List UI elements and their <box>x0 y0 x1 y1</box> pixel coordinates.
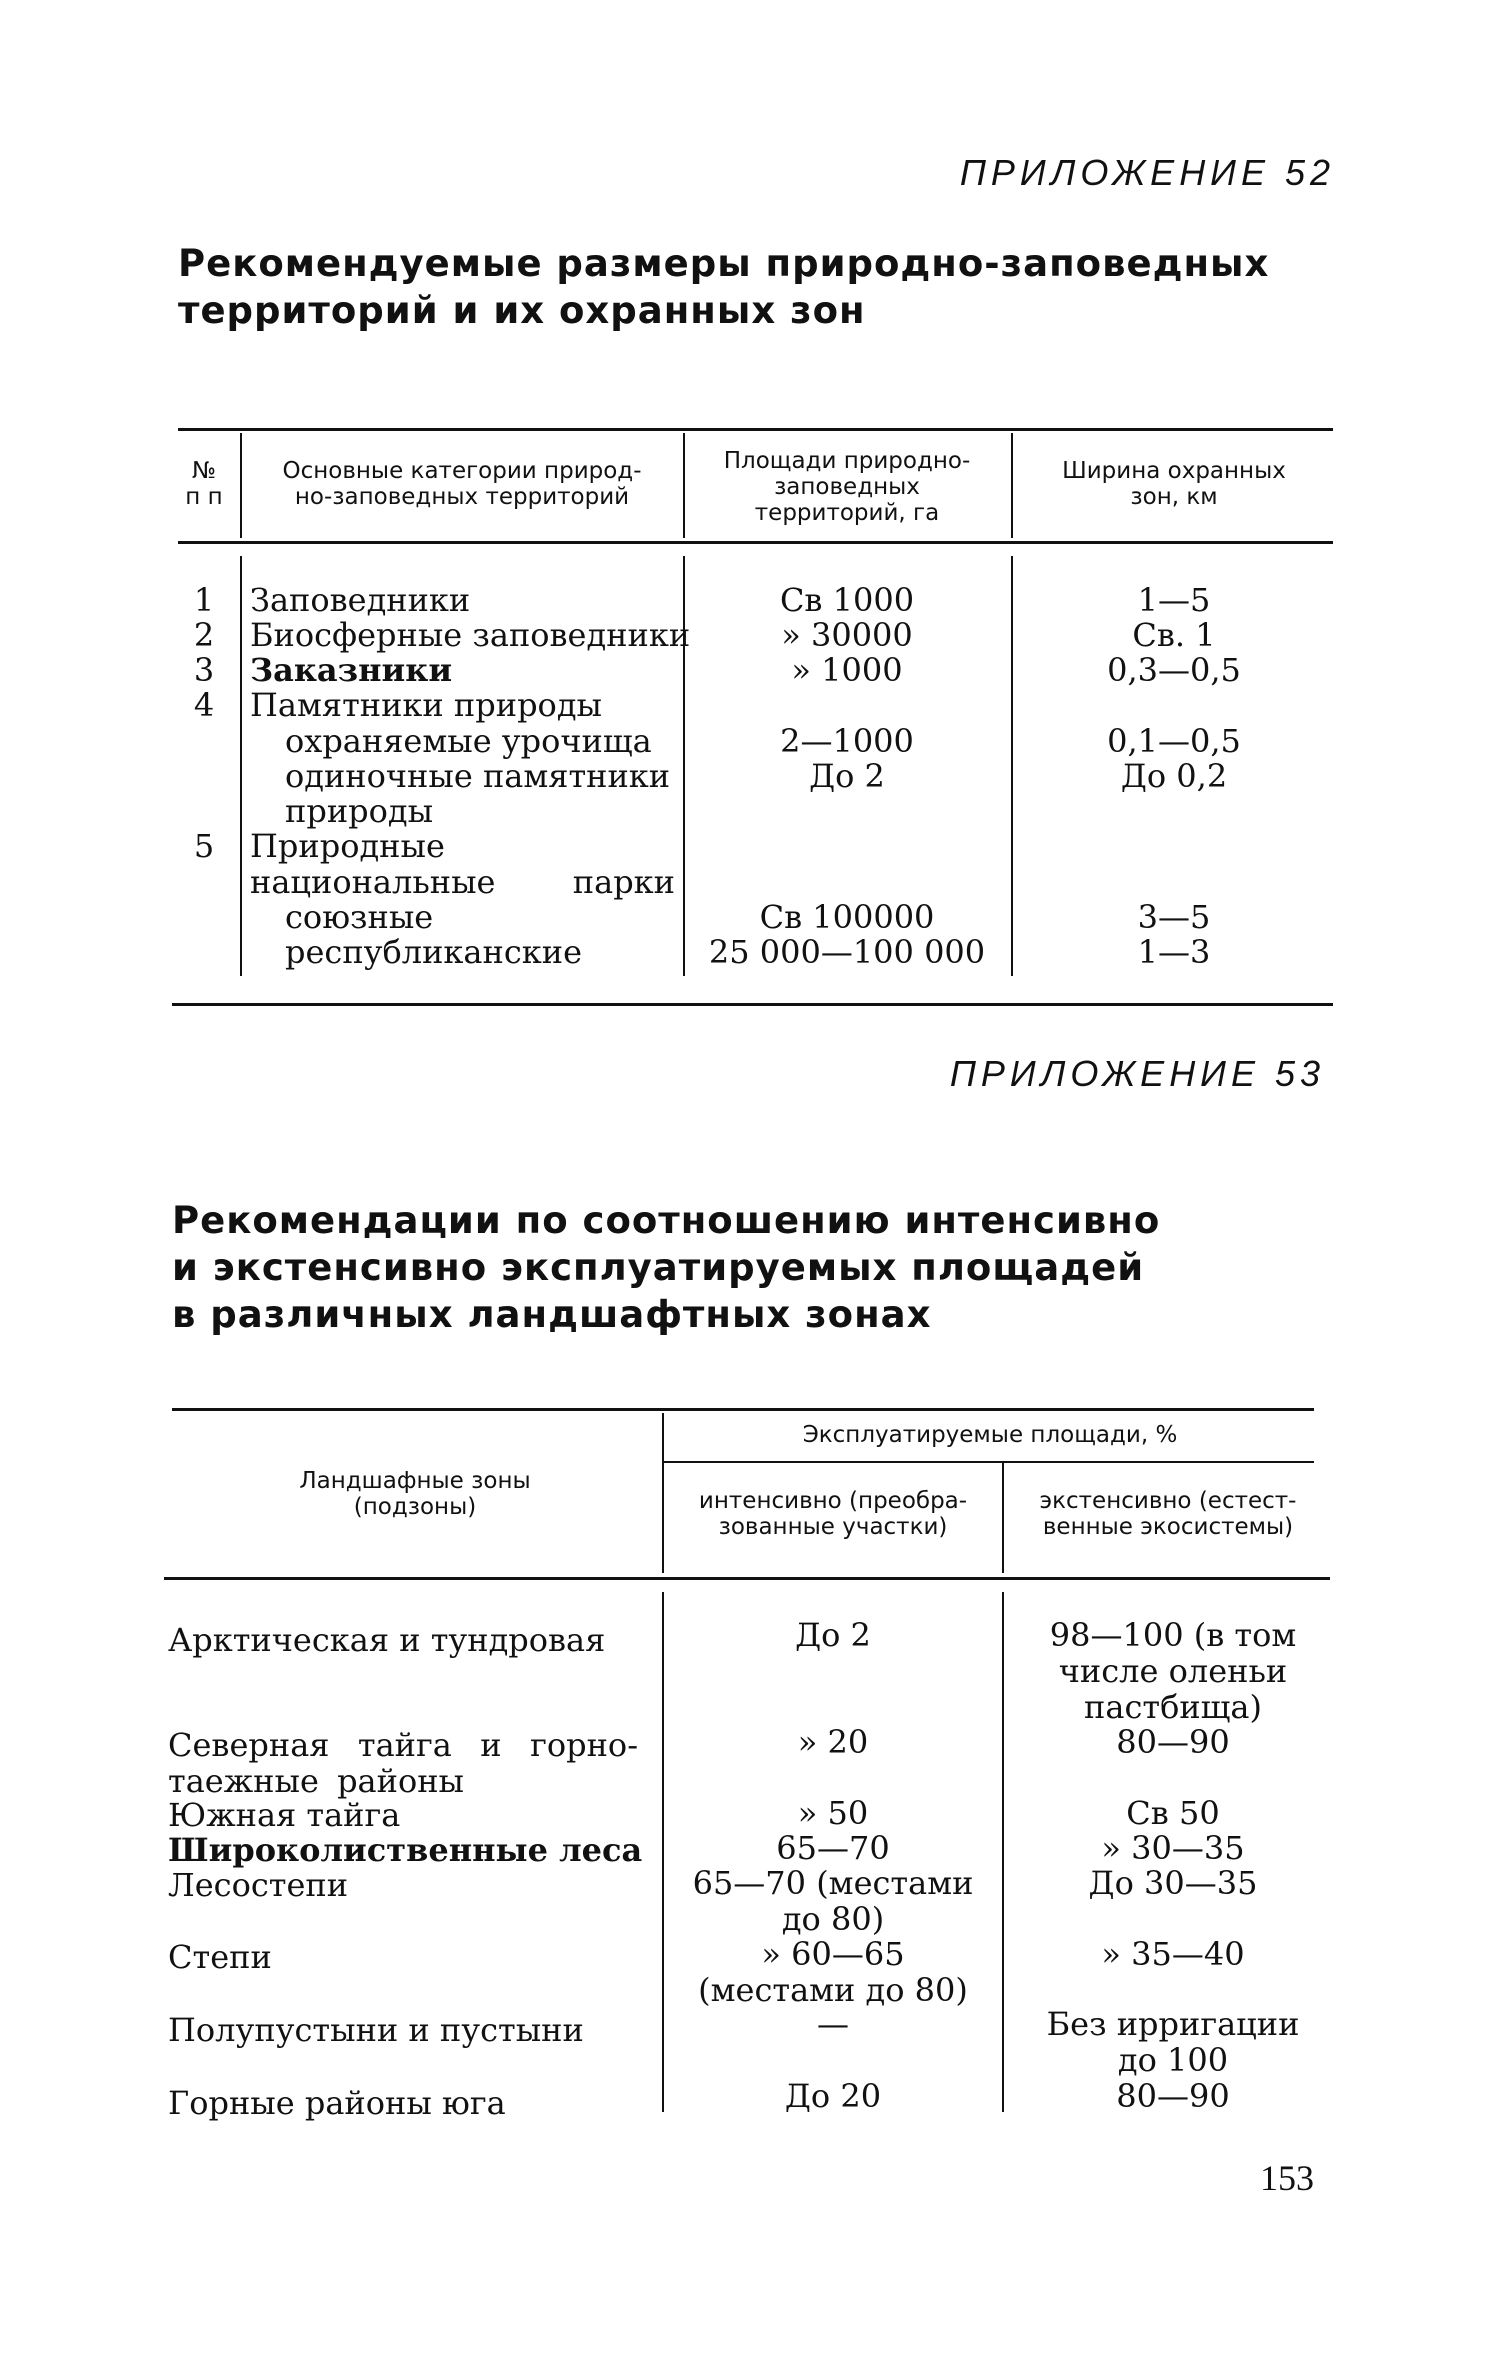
appendix-53-label: ПРИЛОЖЕНИЕ 53 <box>949 1053 1325 1094</box>
table-row-area: Св 100000 <box>759 898 935 936</box>
table-row-extensive: Без ирригации до 100 <box>1046 2005 1300 2079</box>
table-row-intensive: До 20 <box>784 2077 882 2115</box>
table-row-extensive: 80—90 <box>1116 2077 1230 2115</box>
table-row-zone: Южная тайга <box>168 1796 401 1834</box>
column-divider <box>662 1592 664 2112</box>
column-divider <box>240 433 242 538</box>
table-row-extensive: 98—100 (в том числе оленьи пастбища) <box>1049 1616 1297 1726</box>
table-row-zone: 0,3—0,5 <box>1107 651 1241 689</box>
table-row-intensive: » 20 <box>797 1723 869 1761</box>
title-line: Рекомендуемые размеры природно-заповедных <box>178 242 1270 285</box>
table-row-zone: Арктическая и тундровая <box>168 1621 606 1659</box>
table-row-intensive: » 60—65 (местами до 80) <box>698 1935 968 2009</box>
page-number: 153 <box>1260 2158 1314 2198</box>
title-line: территорий и их охранных зон <box>178 289 866 332</box>
header-zones: Ландшафные зоны (подзоны) <box>299 1468 531 1520</box>
table-52-bottom-rule <box>172 1003 1333 1006</box>
title-line: в различных ландшафтных зонах <box>172 1293 932 1336</box>
header-group: Эксплуатируемые площади, % <box>802 1422 1178 1448</box>
table-row-zone: Северная тайга и горно-таежные районы <box>168 1726 638 1800</box>
table-row-zone: 1—3 <box>1137 933 1211 971</box>
table-row-zone: 1—5 <box>1137 581 1211 619</box>
group-header-rule <box>664 1461 1314 1463</box>
table-row-extensive: » 30—35 <box>1101 1829 1245 1867</box>
table-row-category: охраняемые урочища <box>285 722 652 760</box>
table-row-zone: 3—5 <box>1137 898 1211 936</box>
table-row-intensive: 65—70 <box>776 1829 890 1867</box>
header-num: № п п <box>185 458 223 510</box>
table-row-category: Природные национальные парки <box>250 827 675 901</box>
table-row-extensive: 80—90 <box>1116 1723 1230 1761</box>
table-row-zone: 0,1—0,5 <box>1107 722 1241 760</box>
table-row-category: республиканские <box>285 933 583 971</box>
table-row-area: До 2 <box>809 757 885 795</box>
table-53-header-rule <box>164 1577 1330 1580</box>
column-divider <box>1011 556 1013 976</box>
table-row-intensive: До 2 <box>795 1616 871 1654</box>
table-row-zone: До 0,2 <box>1120 757 1228 795</box>
table-row-zone: Полупустыни и пустыни <box>168 2011 584 2049</box>
table-row-extensive: До 30—35 <box>1088 1864 1258 1902</box>
table-row-num: 4 <box>193 686 215 724</box>
table-row-extensive: » 35—40 <box>1101 1935 1245 1973</box>
column-divider <box>1002 1463 1004 1573</box>
table-row-zone: Степи <box>168 1938 272 1976</box>
table-row-category: Памятники природы <box>250 686 602 724</box>
table-53-top-rule <box>172 1408 1314 1411</box>
header-area: Площади природно- заповедных территорий, га <box>723 448 971 526</box>
table-52-top-rule <box>178 428 1333 431</box>
column-divider <box>1002 1592 1004 2112</box>
table-row-category: Биосферные заповедники <box>250 616 691 654</box>
table-row-zone: Горные районы юга <box>168 2084 506 2122</box>
table-52-header-rule <box>178 541 1333 544</box>
table-row-area: 25 000—100 000 <box>708 933 986 971</box>
column-divider <box>662 1413 664 1573</box>
table-row-num: 3 <box>193 651 215 689</box>
table-row-zone: Св. 1 <box>1132 616 1216 654</box>
header-zone: Ширина охранных зон, км <box>1062 458 1286 510</box>
table-row-category: Заповедники <box>250 581 471 619</box>
table-row-category: союзные <box>285 898 434 936</box>
appendix-52-label: ПРИЛОЖЕНИЕ 52 <box>959 152 1335 193</box>
table-row-zone: Широколиственные леса <box>168 1831 643 1869</box>
table-row-intensive: — <box>817 2005 849 2043</box>
table-row-num: 1 <box>193 581 215 619</box>
column-divider <box>1011 433 1013 538</box>
table-row-area: » 1000 <box>791 651 903 689</box>
table-row-category: Заказники <box>250 651 453 689</box>
header-extensive: экстенсивно (естест- венные экосистемы) <box>1039 1488 1297 1540</box>
table-row-area: 2—1000 <box>780 722 914 760</box>
header-category: Основные категории природ- но-заповедных территорий <box>282 458 642 510</box>
table-row-area: Св 1000 <box>779 581 915 619</box>
title-line: и экстенсивно эксплуатируемых площадей <box>172 1246 1145 1289</box>
table-row-num: 5 <box>193 827 215 865</box>
table-row-intensive: 65—70 (местами до 80) <box>692 1864 974 1938</box>
table-row-extensive: Св 50 <box>1126 1794 1220 1832</box>
table-row-intensive: » 50 <box>797 1794 869 1832</box>
title-line: Рекомендации по соотношению интенсивно <box>172 1199 1161 1242</box>
appendix-53-title <box>172 1197 1160 1338</box>
header-intensive: интенсивно (преобра- зованные участки) <box>698 1488 968 1540</box>
appendix-52-title <box>178 240 1269 334</box>
table-row-zone: Лесостепи <box>168 1866 349 1904</box>
column-divider <box>683 433 685 538</box>
table-row-category: одиночные памятники <box>285 757 671 795</box>
table-row-num: 2 <box>193 616 215 654</box>
table-row-area: » 30000 <box>781 616 913 654</box>
column-divider <box>240 556 242 976</box>
table-row-category: природы <box>285 792 434 830</box>
